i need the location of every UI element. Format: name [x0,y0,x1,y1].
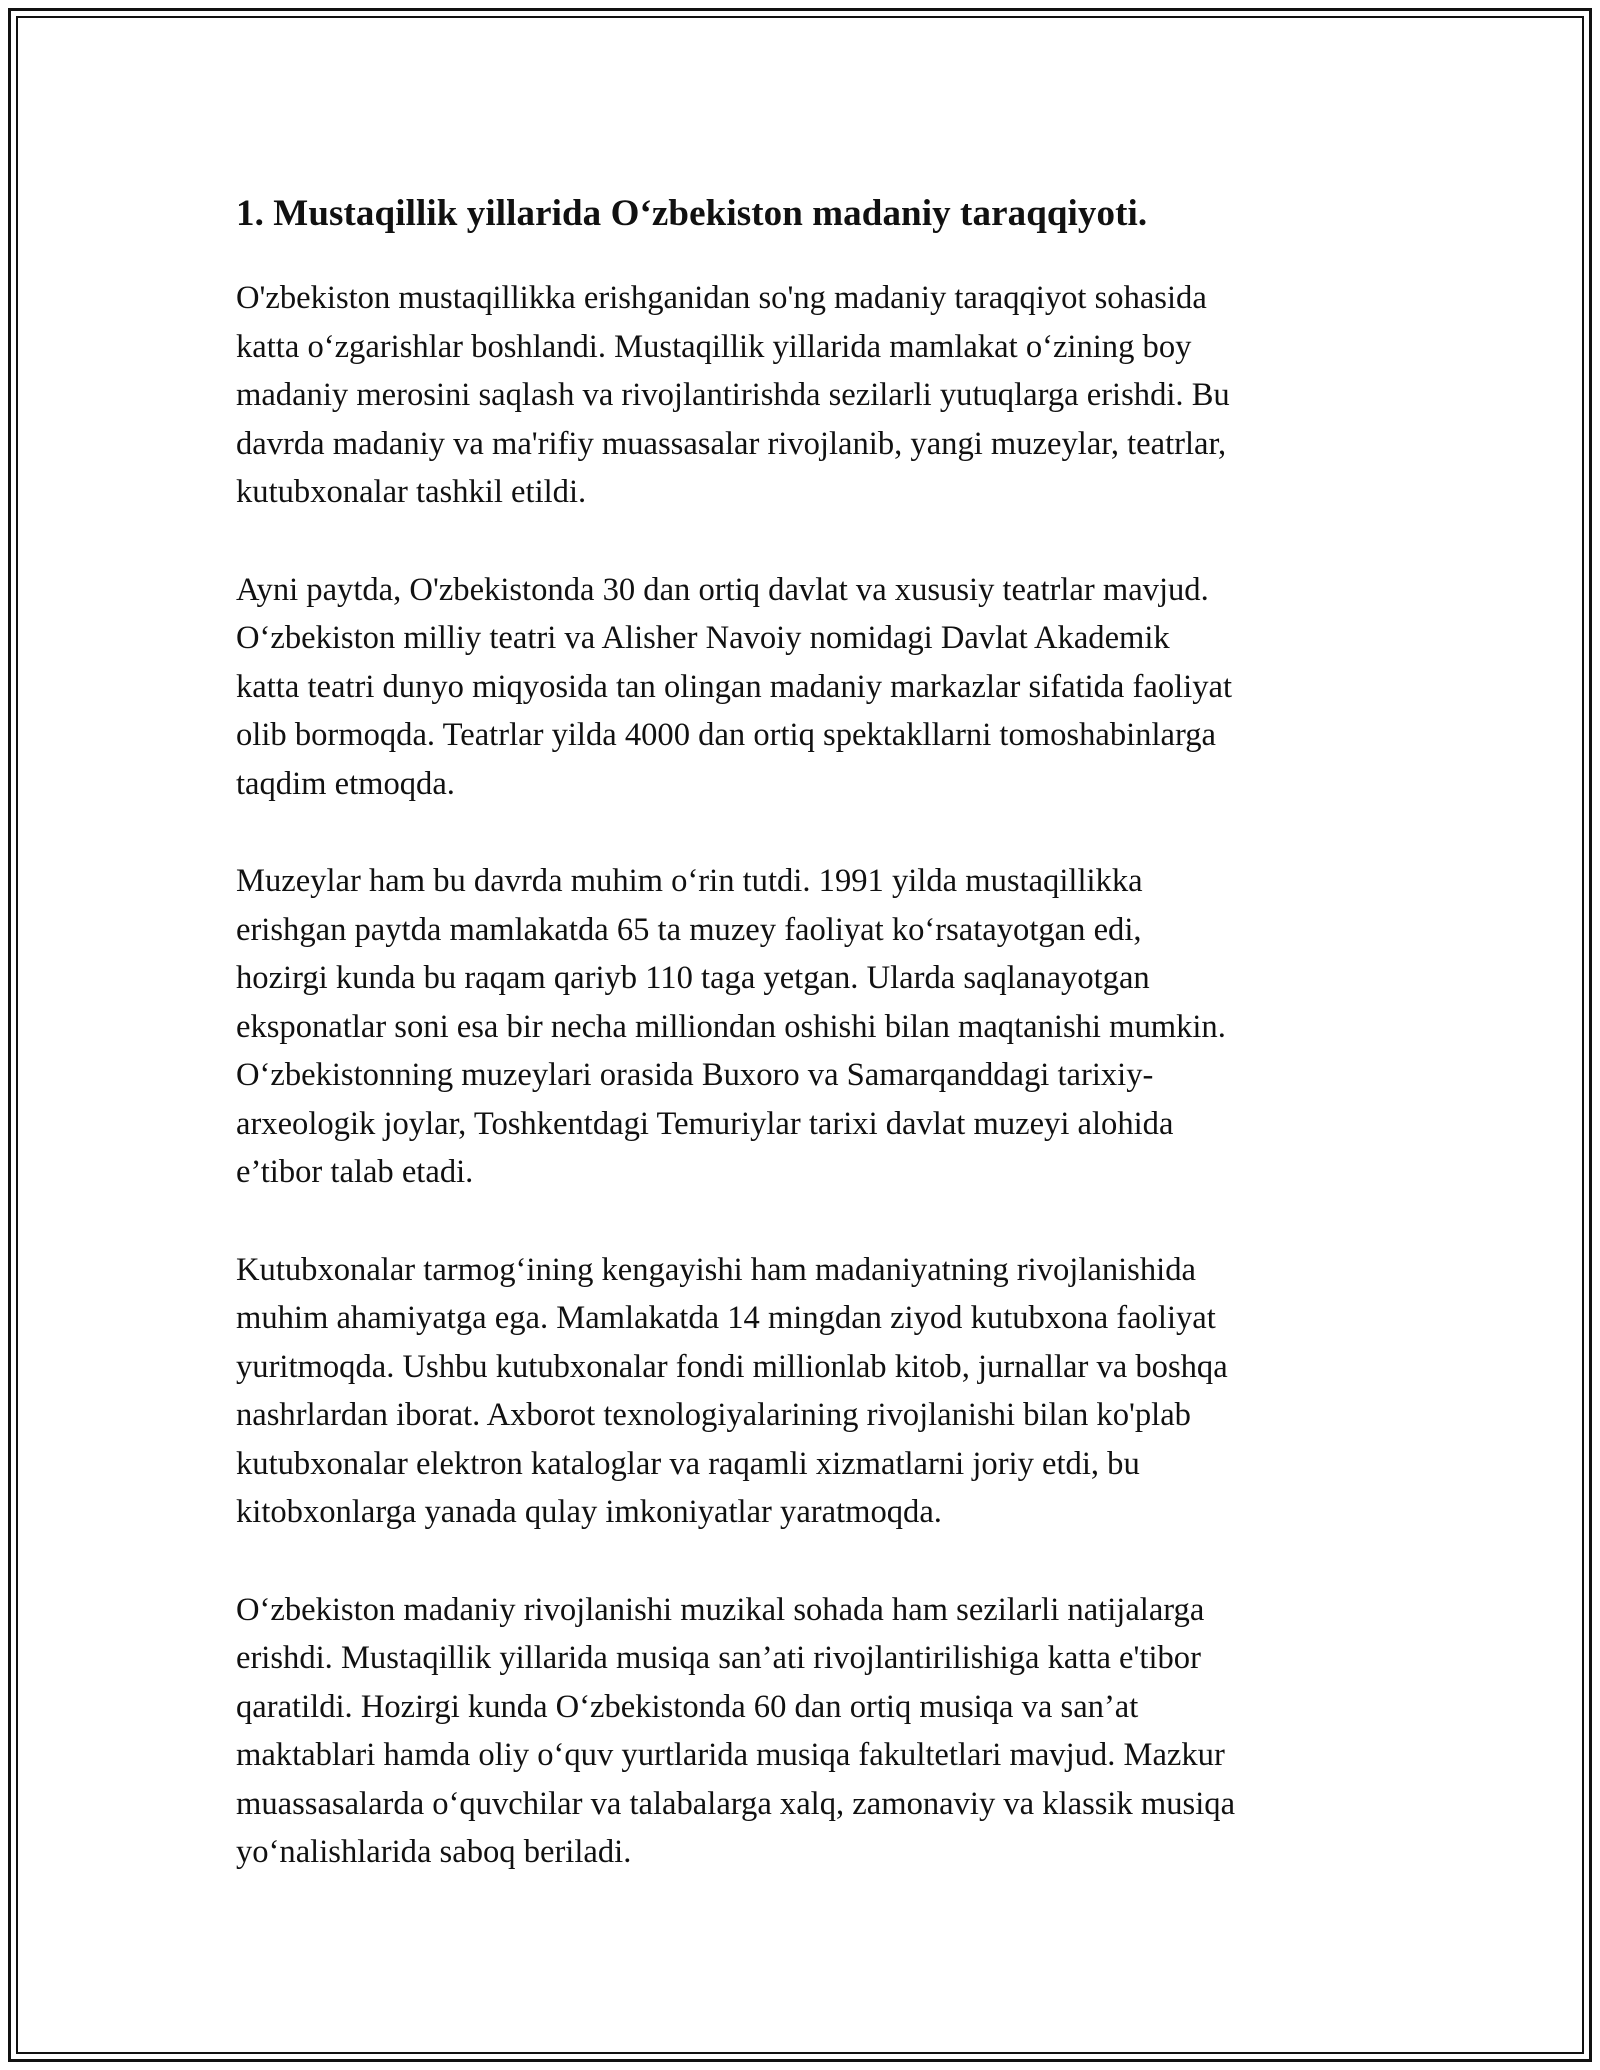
paragraph-music: O‘zbekiston madaniy rivojlanishi muzikal sohada ham sezilarli natijalarga erishdi. Mustaqillik yillarida musiqa san’ati rivojlantirilishiga katta e'tibor qaratildi. Hozirgi kunda O‘zbekistonda 60 dan ortiq musiqa va san’at maktablari hamda oliy o‘quv yurtlarida musiqa fakultetlari mavjud. Mazkur muassasalarda o‘quvchilar va talabalarga xalq, zamonaviy va klassik musiqa yo‘nalishlarida saboq beriladi. [236,1591,1236,1870]
paragraph-museums: Muzeylar ham bu davrda muhim o‘rin tutdi. 1991 yilda mustaqillikka erishgan paytda mamlakatda 65 ta muzey faoliyat ko‘rsatayotgan edi, hozirgi kunda bu raqam qariyb 110 taga yetgan. Ularda saqlanayotgan eksponatlar soni esa bir necha milliondan oshishi bilan maqtanishi mumkin. O‘zbekistonning muzeylari orasida Buxoro va Samarqanddagi tarixiy- arxeologik joylar, Toshkentdagi Temuriylar tarixi davlat muzeyi alohida e’tibor talab etadi. [236,863,1226,1190]
paragraph-independence-culture: O'zbekiston mustaqillikka erishganidan so'ng madaniy taraqqiyot sohasida katta o‘zgarishlar boshlandi. Mustaqillik yillarida mamlakat o‘zining boy madaniy merosini saqlash va rivojlantirishda sezilarli yutuqlarga erishdi. Bu davrda madaniy va ma'rifiy muassasalar rivojlanib, yangi muzeylar, teatrlar, kutubxonalar tashkil etildi. [236,280,1230,510]
paragraph-theatres: Ayni paytda, O'zbekistonda 30 dan ortiq davlat va xususiy teatrlar mavjud. O‘zbekiston milliy teatri va Alisher Navoiy nomidagi Davlat Akademik katta teatri dunyo miqyosida tan olingan madaniy markazlar sifatida faoliyat olib bormoqda. Teatrlar yilda 4000 dan ortiq spektakllarni tomoshabinlarga taqdim etmoqda. [236,571,1233,802]
section-heading: 1. Mustaqillik yillarida O‘zbekiston madaniy taraqqiyoti. [236,193,1148,234]
document-body [236,190,1371,1926]
paragraph-libraries: Kutubxonalar tarmog‘ining kengayishi ham madaniyatning rivojlanishida muhim ahamiyatga ega. Mamlakatda 14 mingdan ziyod kutubxona faoliyat yuritmoqda. Ushbu kutubxonalar fondi millionlab kitob, jurnallar va boshqa nashrlardan iborat. Axborot texnologiyalarining rivojlanishi bilan ko'plab kutubxonalar elektron kataloglar va raqamli xizmatlarni joriy etdi, bu kitobxonlarga yanada qulay imkoniyatlar yaratmoqda. [236,1251,1228,1530]
